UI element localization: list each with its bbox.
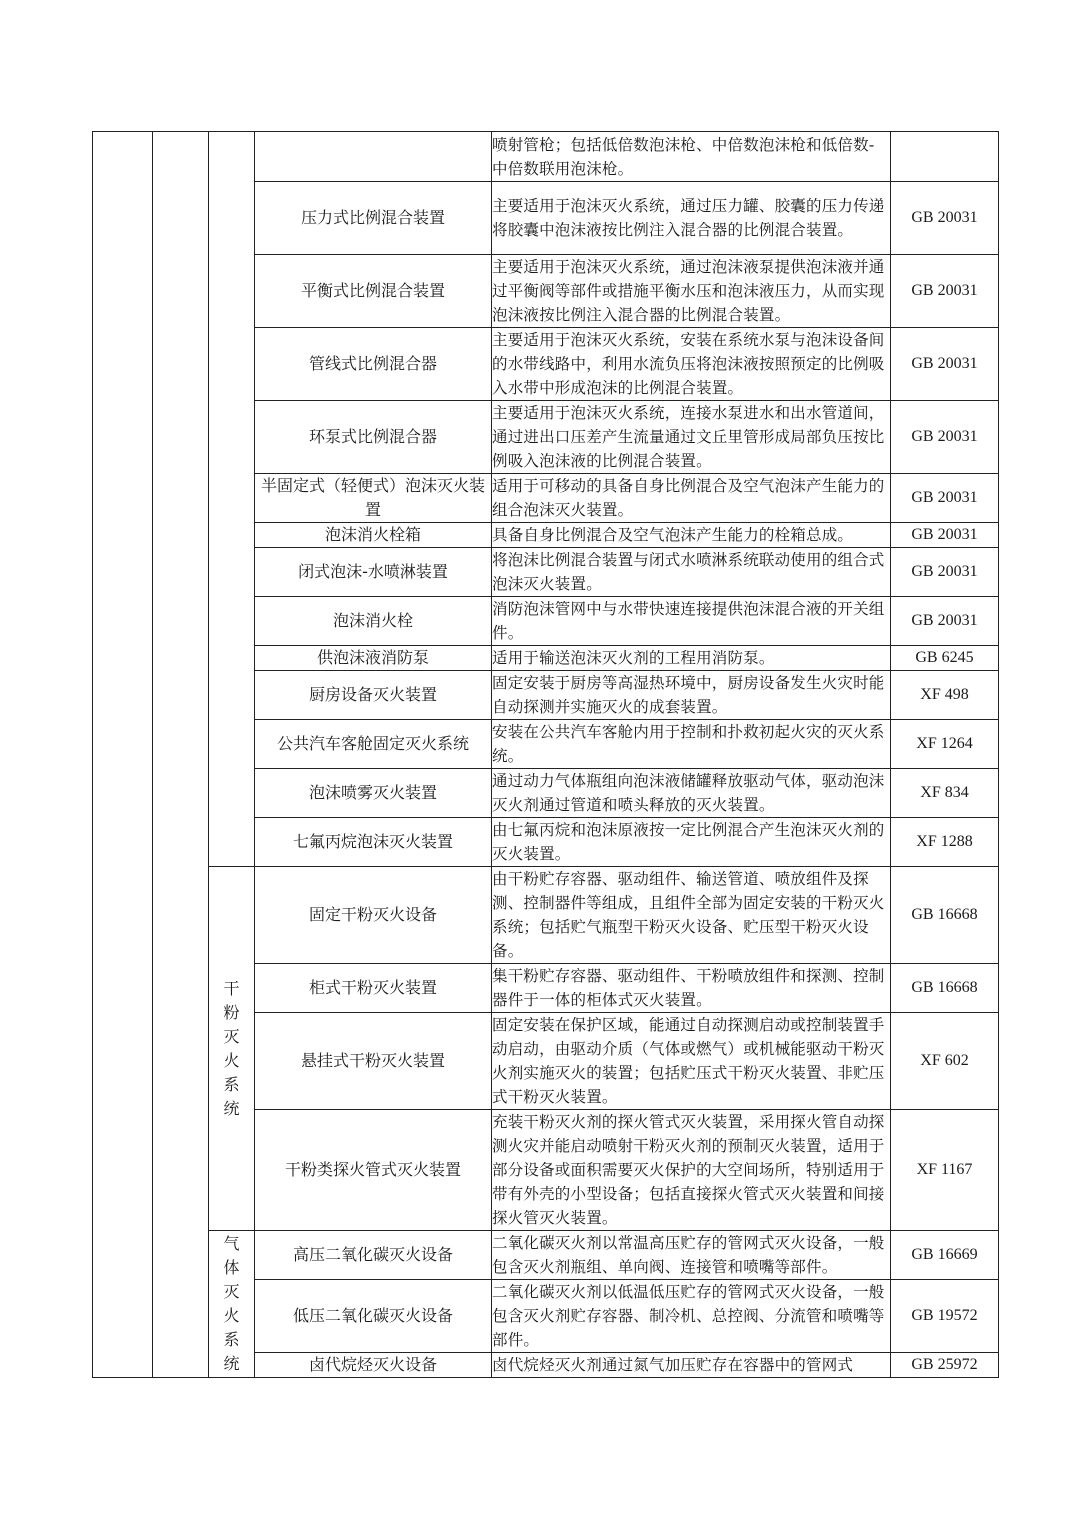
product-name: 公共汽车客舱固定灭火系统 xyxy=(255,720,492,769)
product-name: 悬挂式干粉灭火装置 xyxy=(255,1013,492,1110)
outer-category-cell xyxy=(93,132,153,1378)
product-name: 管线式比例混合器 xyxy=(255,328,492,401)
product-description: 适用于可移动的具备自身比例混合及空气泡沫产生能力的组合泡沫灭火装置。 xyxy=(492,474,891,523)
product-name: 供泡沫液消防泵 xyxy=(255,646,492,671)
standard-code: GB 20031 xyxy=(891,523,999,548)
product-description: 固定安装在保护区域，能通过自动探测启动或控制装置手动启动，由驱动介质（气体或燃气）或机械能驱动干粉灭火剂实施灭火的装置；包括贮压式干粉灭火装置、非贮压式干粉灭火装置。 xyxy=(492,1013,891,1110)
category-gas xyxy=(209,1231,255,1378)
product-name: 半固定式（轻便式）泡沫灭火装置 xyxy=(255,474,492,523)
product-name: 平衡式比例混合装置 xyxy=(255,255,492,328)
category-label: 气体灭火系统 xyxy=(223,1234,240,1373)
product-name: 压力式比例混合装置 xyxy=(255,182,492,255)
standard-code: GB 16668 xyxy=(891,867,999,964)
product-name: 泡沫喷雾灭火装置 xyxy=(255,769,492,818)
standards-table xyxy=(92,131,999,1378)
product-description: 由干粉贮存容器、驱动组件、输送管道、喷放组件及探测、控制器件等组成，且组件全部为固定安装的干粉灭火系统；包括贮气瓶型干粉灭火设备、贮压型干粉灭火设备。 xyxy=(492,867,891,964)
category-dry-powder xyxy=(209,867,255,1231)
standard-code: GB 19572 xyxy=(891,1280,999,1353)
product-name: 卤代烷烃灭火设备 xyxy=(255,1353,492,1378)
product-name: 闭式泡沫-水喷淋装置 xyxy=(255,548,492,597)
product-description: 消防泡沫管网中与水带快速连接提供泡沫混合液的开关组件。 xyxy=(492,597,891,646)
standard-code: GB 20031 xyxy=(891,474,999,523)
product-description: 将泡沫比例混合装置与闭式水喷淋系统联动使用的组合式泡沫灭火装置。 xyxy=(492,548,891,597)
table-row xyxy=(93,132,999,182)
standard-code: XF 1288 xyxy=(891,818,999,867)
product-name: 高压二氧化碳灭火设备 xyxy=(255,1231,492,1280)
standard-code: GB 20031 xyxy=(891,328,999,401)
product-name xyxy=(255,132,492,182)
product-description: 具备自身比例混合及空气泡沫产生能力的栓箱总成。 xyxy=(492,523,891,548)
product-description: 充装干粉灭火剂的探火管式灭火装置，采用探火管自动探测火灾并能启动喷射干粉灭火剂的预制灭火装置，适用于部分设备或面积需要灭火保护的大空间场所，特别适用于带有外壳的小型设备；包括直接探火管式灭火装置和间接探火管灭火装置。 xyxy=(492,1110,891,1231)
product-description: 卤代烷烃灭火剂通过氮气加压贮存在容器中的管网式 xyxy=(492,1353,891,1378)
product-name: 七氟丙烷泡沫灭火装置 xyxy=(255,818,492,867)
standard-code: XF 498 xyxy=(891,671,999,720)
product-description: 主要适用于泡沫灭火系统，通过压力罐、胶囊的压力传递将胶囊中泡沫液按比例注入混合器的比例混合装置。 xyxy=(492,182,891,255)
product-description: 安装在公共汽车客舱内用于控制和扑救初起火灾的灭火系统。 xyxy=(492,720,891,769)
sub-category-cell xyxy=(153,132,209,1378)
product-name: 环泵式比例混合器 xyxy=(255,401,492,474)
standard-code: GB 20031 xyxy=(891,255,999,328)
product-name: 干粉类探火管式灭火装置 xyxy=(255,1110,492,1231)
product-description: 主要适用于泡沫灭火系统，安装在系统水泵与泡沫设备间的水带线路中，利用水流负压将泡沫液按照预定的比例吸入水带中形成泡沫的比例混合装置。 xyxy=(492,328,891,401)
product-description: 二氧化碳灭火剂以低温低压贮存的管网式灭火设备，一般包含灭火剂贮存容器、制冷机、总控阀、分流管和喷嘴等部件。 xyxy=(492,1280,891,1353)
product-description: 适用于输送泡沫灭火剂的工程用消防泵。 xyxy=(492,646,891,671)
product-name: 厨房设备灭火装置 xyxy=(255,671,492,720)
standard-code: GB 16669 xyxy=(891,1231,999,1280)
product-description: 通过动力气体瓶组向泡沫液储罐释放驱动气体，驱动泡沫灭火剂通过管道和喷头释放的灭火装置。 xyxy=(492,769,891,818)
table-row xyxy=(93,1231,999,1280)
product-description: 主要适用于泡沫灭火系统，通过泡沫液泵提供泡沫液并通过平衡阀等部件或措施平衡水压和泡沫液压力，从而实现泡沫液按比例注入混合器的比例混合装置。 xyxy=(492,255,891,328)
category-label: 干粉灭火系统 xyxy=(223,978,240,1118)
product-description: 喷射管枪；包括低倍数泡沫枪、中倍数泡沫枪和低倍数-中倍数联用泡沫枪。 xyxy=(492,132,891,182)
product-name: 泡沫消火栓 xyxy=(255,597,492,646)
standard-code: XF 1167 xyxy=(891,1110,999,1231)
standard-code: GB 20031 xyxy=(891,548,999,597)
product-description: 由七氟丙烷和泡沫原液按一定比例混合产生泡沫灭火剂的灭火装置。 xyxy=(492,818,891,867)
product-description: 二氧化碳灭火剂以常温高压贮存的管网式灭火设备，一般包含灭火剂瓶组、单向阀、连接管和喷嘴等部件。 xyxy=(492,1231,891,1280)
table-row xyxy=(93,867,999,964)
standard-code: GB 6245 xyxy=(891,646,999,671)
product-description: 主要适用于泡沫灭火系统，连接水泵进水和出水管道间，通过进出口压差产生流量通过文丘里管形成局部负压按比例吸入泡沫液的比例混合装置。 xyxy=(492,401,891,474)
standard-code: GB 20031 xyxy=(891,182,999,255)
product-description: 固定安装于厨房等高湿热环境中，厨房设备发生火灾时能自动探测并实施灭火的成套装置。 xyxy=(492,671,891,720)
product-description: 集干粉贮存容器、驱动组件、干粉喷放组件和探测、控制器件于一体的柜体式灭火装置。 xyxy=(492,964,891,1013)
standard-code: XF 1264 xyxy=(891,720,999,769)
standard-code: GB 20031 xyxy=(891,401,999,474)
product-name: 泡沫消火栓箱 xyxy=(255,523,492,548)
standard-code xyxy=(891,132,999,182)
product-name: 低压二氧化碳灭火设备 xyxy=(255,1280,492,1353)
standard-code: GB 25972 xyxy=(891,1353,999,1378)
standard-code: GB 16668 xyxy=(891,964,999,1013)
product-name: 固定干粉灭火设备 xyxy=(255,867,492,964)
standard-code: GB 20031 xyxy=(891,597,999,646)
standard-code: XF 834 xyxy=(891,769,999,818)
standard-code: XF 602 xyxy=(891,1013,999,1110)
foam-category-cell xyxy=(209,132,255,867)
product-name: 柜式干粉灭火装置 xyxy=(255,964,492,1013)
